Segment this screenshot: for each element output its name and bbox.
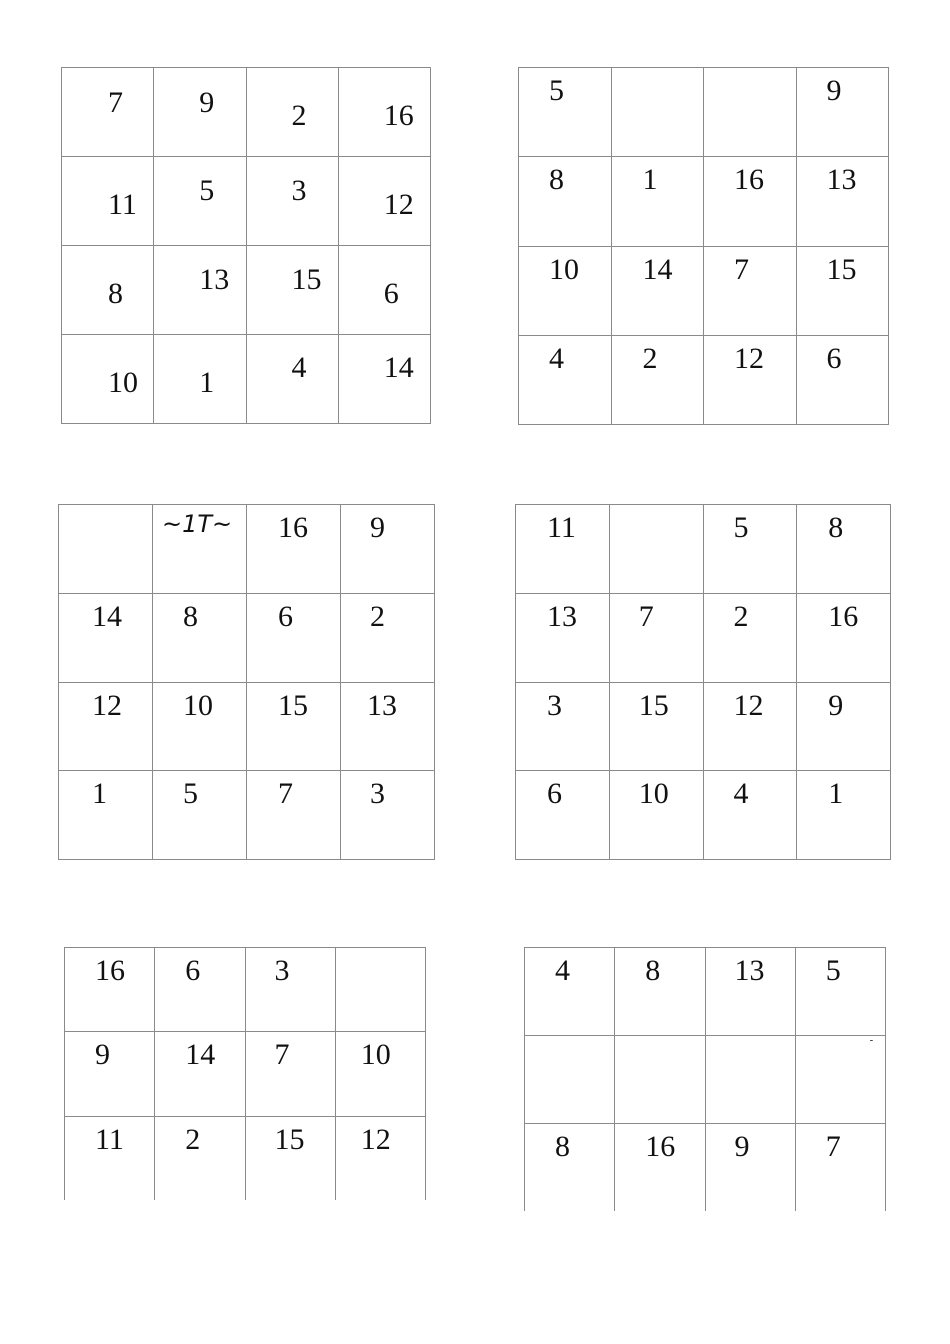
cell-number: 13 bbox=[734, 954, 765, 987]
cell-number: 4 bbox=[733, 777, 749, 811]
grid-cell bbox=[335, 948, 425, 1032]
grid-cell bbox=[154, 68, 246, 157]
cell-number: 12 bbox=[734, 341, 764, 375]
cell-number: 6 bbox=[185, 954, 201, 987]
stray-mark: - bbox=[869, 1035, 874, 1046]
grid-cell bbox=[703, 771, 797, 860]
grid-cell bbox=[797, 682, 891, 771]
cell-number: 14 bbox=[642, 252, 673, 286]
grid-cell bbox=[703, 505, 797, 594]
cell-number: 4 bbox=[555, 954, 570, 987]
grid-cell bbox=[62, 335, 154, 424]
grid-cell bbox=[516, 682, 610, 771]
grid-cell bbox=[153, 593, 247, 682]
cell-number: 9 bbox=[199, 86, 215, 119]
grid-cell bbox=[705, 948, 795, 1036]
grid-cell bbox=[335, 1032, 425, 1116]
grid-cell bbox=[247, 771, 341, 860]
cell-number: 12 bbox=[733, 688, 764, 722]
cell-number: 7 bbox=[825, 1130, 841, 1163]
grid-cell bbox=[338, 68, 430, 157]
cell-number: 16 bbox=[278, 511, 308, 544]
cell-number: 7 bbox=[278, 777, 293, 811]
grid-cell bbox=[246, 68, 338, 157]
cell-number: 13 bbox=[367, 688, 397, 722]
cell-number: 10 bbox=[360, 1038, 391, 1072]
grid-cell bbox=[154, 157, 246, 246]
grid-cell bbox=[609, 593, 703, 682]
cell-number: 3 bbox=[274, 954, 290, 987]
cell-number: 16 bbox=[645, 1130, 676, 1163]
cell-number: 8 bbox=[549, 163, 564, 197]
grid-cell bbox=[615, 1036, 705, 1124]
grid-cell bbox=[153, 771, 247, 860]
grid-cell bbox=[797, 771, 891, 860]
cell-number: 5 bbox=[549, 74, 564, 107]
cell-number: 10 bbox=[183, 688, 213, 722]
grid-cell bbox=[704, 246, 797, 335]
cell-number: 15 bbox=[826, 252, 857, 286]
grid-cell bbox=[704, 68, 797, 157]
grid-cell bbox=[65, 1032, 155, 1116]
grid-cell bbox=[335, 1116, 425, 1200]
grid-cell bbox=[62, 157, 154, 246]
cell-number: 12 bbox=[360, 1122, 391, 1156]
cell-number: 12 bbox=[383, 188, 414, 221]
grid-cell bbox=[519, 157, 612, 246]
cell-number: 1 bbox=[199, 366, 215, 399]
grid-cell bbox=[341, 505, 435, 594]
grid-cell bbox=[516, 593, 610, 682]
grid-cell bbox=[65, 948, 155, 1032]
grid-cell bbox=[245, 1116, 335, 1200]
cell-number: 14 bbox=[92, 599, 122, 633]
number-grid-4 bbox=[515, 504, 891, 860]
grid-cell bbox=[796, 68, 889, 157]
cell-number: 10 bbox=[638, 777, 669, 811]
grid-cell bbox=[611, 246, 704, 335]
grid-cell bbox=[338, 157, 430, 246]
grid-cell bbox=[155, 948, 245, 1032]
grid-cell bbox=[525, 948, 615, 1036]
cell-number: 7 bbox=[638, 599, 654, 633]
grid-cell bbox=[703, 682, 797, 771]
grid-cell bbox=[247, 505, 341, 594]
cell-number: 6 bbox=[278, 599, 293, 633]
grid-cell bbox=[795, 1036, 885, 1124]
grid-cell bbox=[59, 505, 153, 594]
cell-number: 5 bbox=[733, 511, 749, 544]
cell-number: 3 bbox=[547, 688, 562, 722]
cell-number: 1 bbox=[642, 163, 658, 197]
grid-cell bbox=[611, 68, 704, 157]
cell-number: 15 bbox=[278, 688, 308, 722]
cell-number: 16 bbox=[95, 954, 125, 987]
cell-number: 6 bbox=[383, 277, 399, 310]
grid-cell bbox=[609, 505, 703, 594]
number-grid-2 bbox=[518, 67, 889, 425]
grid-cell bbox=[62, 246, 154, 335]
number-grid-6 bbox=[524, 947, 886, 1211]
cell-number: 15 bbox=[291, 263, 322, 296]
grid-cell bbox=[795, 948, 885, 1036]
grid-cell bbox=[338, 335, 430, 424]
grid-cell bbox=[155, 1032, 245, 1116]
cell-number: 7 bbox=[734, 252, 749, 286]
cell-number: 2 bbox=[185, 1122, 201, 1156]
cell-number: 12 bbox=[92, 688, 122, 722]
grid-cell bbox=[341, 593, 435, 682]
number-grid-5 bbox=[64, 947, 426, 1200]
grid-cell bbox=[516, 505, 610, 594]
grid-cell bbox=[796, 335, 889, 424]
grid-cell bbox=[797, 505, 891, 594]
grid-cell bbox=[341, 771, 435, 860]
cell-number: 2 bbox=[370, 599, 385, 633]
cell-number: 8 bbox=[108, 277, 123, 310]
cell-number: 6 bbox=[826, 341, 842, 375]
cell-number: 4 bbox=[291, 351, 307, 384]
cell-number: 7 bbox=[274, 1038, 290, 1072]
cell-number: 10 bbox=[549, 252, 579, 286]
grid-cell bbox=[154, 246, 246, 335]
grid-cell bbox=[65, 1116, 155, 1200]
grid-cell bbox=[525, 1036, 615, 1124]
grid-cell bbox=[611, 335, 704, 424]
grid-cell bbox=[797, 593, 891, 682]
grid-cell bbox=[609, 771, 703, 860]
grid-cell bbox=[611, 157, 704, 246]
cell-number: 13 bbox=[547, 599, 577, 633]
cell-number: 11 bbox=[547, 511, 576, 544]
grid-cell bbox=[59, 682, 153, 771]
cell-number: 14 bbox=[185, 1038, 216, 1072]
grid-cell bbox=[796, 246, 889, 335]
cell-number: 8 bbox=[183, 599, 198, 633]
grid-cell bbox=[246, 157, 338, 246]
grid-cell bbox=[609, 682, 703, 771]
cell-number: 2 bbox=[733, 599, 749, 633]
grid-cell bbox=[155, 1116, 245, 1200]
cell-number: 5 bbox=[199, 174, 215, 207]
grid-cell bbox=[338, 246, 430, 335]
cell-number: 9 bbox=[95, 1038, 110, 1072]
number-grid-1 bbox=[61, 67, 431, 424]
cell-number: 13 bbox=[199, 263, 230, 296]
grid-cell bbox=[519, 246, 612, 335]
grid-cell bbox=[246, 335, 338, 424]
grid-cell bbox=[154, 335, 246, 424]
grid-cell bbox=[245, 1032, 335, 1116]
cell-number: 9 bbox=[370, 511, 385, 544]
cell-number: 5 bbox=[183, 777, 198, 811]
grid-cell bbox=[516, 771, 610, 860]
grid-cell bbox=[525, 1124, 615, 1212]
cell-number: 6 bbox=[547, 777, 562, 811]
cell-number: 8 bbox=[555, 1130, 570, 1163]
cell-number: 10 bbox=[108, 366, 138, 399]
grid-cell bbox=[59, 771, 153, 860]
grid-cell bbox=[615, 1124, 705, 1212]
cell-number: 14 bbox=[383, 351, 414, 384]
cell-number: 4 bbox=[549, 341, 564, 375]
grid-cell bbox=[796, 157, 889, 246]
grid-cell bbox=[704, 335, 797, 424]
cell-number: 1 bbox=[828, 777, 844, 811]
cell-number: 8 bbox=[828, 511, 844, 544]
handwritten-note: ~1T~ bbox=[162, 510, 233, 538]
grid-cell bbox=[247, 593, 341, 682]
grid-cell bbox=[519, 335, 612, 424]
cell-number: 8 bbox=[645, 954, 661, 987]
number-grid-3 bbox=[58, 504, 435, 860]
cell-number: 15 bbox=[274, 1122, 305, 1156]
cell-number: 16 bbox=[828, 599, 859, 633]
grid-cell bbox=[341, 682, 435, 771]
cell-number: 11 bbox=[108, 188, 137, 221]
cell-number: 7 bbox=[108, 86, 123, 119]
cell-number: 9 bbox=[734, 1130, 750, 1163]
cell-number: 9 bbox=[826, 74, 842, 107]
grid-cell bbox=[153, 505, 247, 594]
cell-number: 5 bbox=[825, 954, 841, 987]
cell-number: 16 bbox=[734, 163, 764, 197]
grid-cell bbox=[519, 68, 612, 157]
grid-cell bbox=[59, 593, 153, 682]
grid-cell bbox=[615, 948, 705, 1036]
cell-number: 13 bbox=[826, 163, 857, 197]
grid-cell bbox=[153, 682, 247, 771]
grid-cell bbox=[704, 157, 797, 246]
cell-number: 9 bbox=[828, 688, 844, 722]
grid-cell bbox=[795, 1124, 885, 1212]
cell-number: 2 bbox=[291, 99, 307, 132]
cell-number: 3 bbox=[370, 777, 385, 811]
grid-cell bbox=[246, 246, 338, 335]
grid-cell bbox=[247, 682, 341, 771]
cell-number: 11 bbox=[95, 1122, 124, 1156]
cell-number: 1 bbox=[92, 777, 107, 811]
grid-cell bbox=[62, 68, 154, 157]
grid-cell bbox=[705, 1036, 795, 1124]
cell-number: 16 bbox=[383, 99, 414, 132]
grid-cell bbox=[705, 1124, 795, 1212]
grid-cell bbox=[245, 948, 335, 1032]
cell-number: 2 bbox=[642, 341, 658, 375]
cell-number: 3 bbox=[291, 174, 307, 207]
grid-cell bbox=[703, 593, 797, 682]
cell-number: 15 bbox=[638, 688, 669, 722]
